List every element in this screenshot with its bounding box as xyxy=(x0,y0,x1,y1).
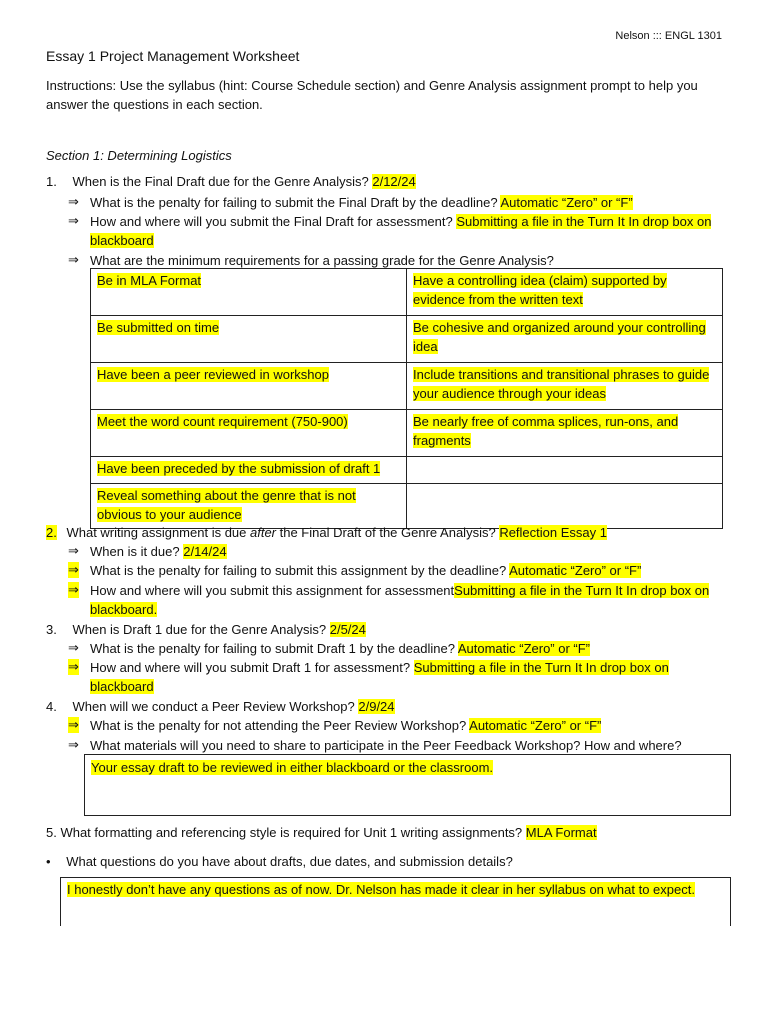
answer: Automatic “Zero” or “F” xyxy=(500,195,633,210)
table-row xyxy=(91,484,723,529)
requirement: Be nearly free of comma splices, run-ons, and fragments xyxy=(413,414,679,448)
page-title: Essay 1 Project Management Worksheet xyxy=(46,48,300,64)
arrow-icon: ⇒ xyxy=(68,582,79,597)
table-row xyxy=(91,316,723,363)
sub-question xyxy=(90,658,720,696)
table-cell xyxy=(407,269,723,316)
question-text: When will we conduct a Peer Review Workshop? xyxy=(72,699,355,714)
table-cell xyxy=(91,457,407,484)
answer: Automatic “Zero” or “F” xyxy=(469,718,602,733)
sub-question-text: When is it due? xyxy=(90,544,180,559)
arrow-icon: ⇒ xyxy=(68,717,79,732)
answer: Reflection Essay 1 xyxy=(499,525,607,540)
question-number: 1. xyxy=(46,174,57,189)
arrow-icon: ⇒ xyxy=(68,640,79,655)
answer: 2/9/24 xyxy=(358,699,395,714)
question-text: the Final Draft of the Genre Analysis? xyxy=(276,525,496,540)
table-cell xyxy=(91,363,407,410)
sub-question-text: What is the penalty for failing to submit Draft 1 by the deadline? xyxy=(90,641,455,656)
sub-question xyxy=(90,736,730,755)
arrow-icon: ⇒ xyxy=(68,562,79,577)
answer-box xyxy=(60,877,731,926)
sub-question xyxy=(90,193,730,212)
question-number: 4. xyxy=(46,699,57,714)
answer: MLA Format xyxy=(525,825,597,840)
sub-question-text: What is the penalty for not attending the Peer Review Workshop? xyxy=(90,718,467,733)
answer: Automatic “Zero” or “F” xyxy=(509,563,642,578)
arrow-icon: ⇒ xyxy=(68,252,79,267)
question-1 xyxy=(46,172,416,191)
table-row xyxy=(91,410,723,457)
sub-question xyxy=(90,542,730,561)
sub-question xyxy=(90,639,730,658)
table-cell xyxy=(407,484,723,529)
table-cell xyxy=(407,316,723,363)
question-2 xyxy=(46,523,607,542)
question-3 xyxy=(46,620,366,639)
arrow-icon: ⇒ xyxy=(68,194,79,209)
course-header: Nelson ::: ENGL 1301 xyxy=(615,30,722,42)
requirement: Be in MLA Format xyxy=(97,273,202,288)
requirements-table xyxy=(90,268,723,529)
question-4 xyxy=(46,697,395,716)
requirement: Meet the word count requirement (750-900) xyxy=(97,414,348,429)
answer: 2/12/24 xyxy=(372,174,416,189)
box-answer-text: Your essay draft to be reviewed in either blackboard or the classroom. xyxy=(91,760,494,775)
table-row xyxy=(91,269,723,316)
sub-question-text: What is the penalty for failing to submit this assignment by the deadline? xyxy=(90,563,507,578)
sub-question-text: How and where will you submit Draft 1 for assessment? xyxy=(90,660,411,675)
requirement: Reveal something about the genre that is not obvious to your audience xyxy=(97,488,356,522)
question-text-emphasis: after xyxy=(250,525,277,540)
requirement: Have a controlling idea (claim) supported by evidence from the written text xyxy=(413,273,667,307)
table-cell xyxy=(407,363,723,410)
requirement: Have been a peer reviewed in workshop xyxy=(97,367,329,382)
answer: 2/5/24 xyxy=(329,622,366,637)
table-cell xyxy=(407,457,723,484)
sub-question-text: How and where will you submit this assignment for assessment xyxy=(90,583,455,598)
answer-box xyxy=(84,754,731,816)
arrow-icon: ⇒ xyxy=(68,543,79,558)
section-1-title: Section 1: Determining Logistics xyxy=(46,148,232,163)
bullet-icon: • xyxy=(46,854,51,869)
arrow-icon: ⇒ xyxy=(68,737,79,752)
answer: Automatic “Zero” or “F” xyxy=(457,641,591,656)
sub-question xyxy=(90,581,720,619)
table-cell xyxy=(91,269,407,316)
sub-question-text: What are the minimum requirements for a passing grade for the Genre Analysis? xyxy=(90,253,554,268)
table-cell xyxy=(407,410,723,457)
answer: Submitting a file in the Turn It In drop box on blackboard xyxy=(90,660,669,694)
bullet-question xyxy=(46,852,513,871)
question-number: 3. xyxy=(46,622,57,637)
requirement: Be cohesive and organized around your controlling idea xyxy=(413,320,706,354)
sub-question xyxy=(90,716,730,735)
sub-question xyxy=(90,212,720,250)
arrow-icon: ⇒ xyxy=(68,659,79,674)
requirement: Include transitions and transitional phrases to guide your audience through your ideas xyxy=(413,367,710,401)
sub-question-text: What is the penalty for failing to submit the Final Draft by the deadline? xyxy=(90,195,498,210)
instructions: Instructions: Use the syllabus (hint: Course Schedule section) and Genre Analysis assignment prompt to help you answer the questions in each section. xyxy=(46,78,698,112)
table-row xyxy=(91,457,723,484)
question-text: When is the Final Draft due for the Genre Analysis? xyxy=(72,174,369,189)
requirement: Be submitted on time xyxy=(97,320,220,335)
table-cell xyxy=(91,316,407,363)
requirement: Have been preceded by the submission of draft 1 xyxy=(97,461,381,476)
answer: Submitting a file in the Turn It In drop box on blackboard xyxy=(90,214,712,248)
table-row xyxy=(91,363,723,410)
arrow-icon: ⇒ xyxy=(68,213,79,228)
sub-question-text: How and where will you submit the Final Draft for assessment? xyxy=(90,214,453,229)
question-text: What writing assignment is due xyxy=(66,525,250,540)
question-text: 5. What formatting and referencing style is required for Unit 1 writing assignments? xyxy=(46,825,523,840)
sub-question xyxy=(90,561,730,580)
table-cell xyxy=(91,410,407,457)
answer: 2/14/24 xyxy=(183,544,227,559)
sub-question-text: What materials will you need to share to participate in the Peer Feedback Workshop? How and where? xyxy=(90,738,682,753)
question-5 xyxy=(46,823,597,842)
answer: Submitting a file in the Turn It In drop box on blackboard. xyxy=(90,583,710,617)
question-text: When is Draft 1 due for the Genre Analysis? xyxy=(72,622,327,637)
question-number: 2. xyxy=(46,525,57,540)
box-answer-text: I honestly don’t have any questions as of now. Dr. Nelson has made it clear in her syllabus on what to expect. xyxy=(67,882,695,897)
table-cell xyxy=(91,484,407,529)
question-text: What questions do you have about drafts, due dates, and submission details? xyxy=(66,854,513,869)
